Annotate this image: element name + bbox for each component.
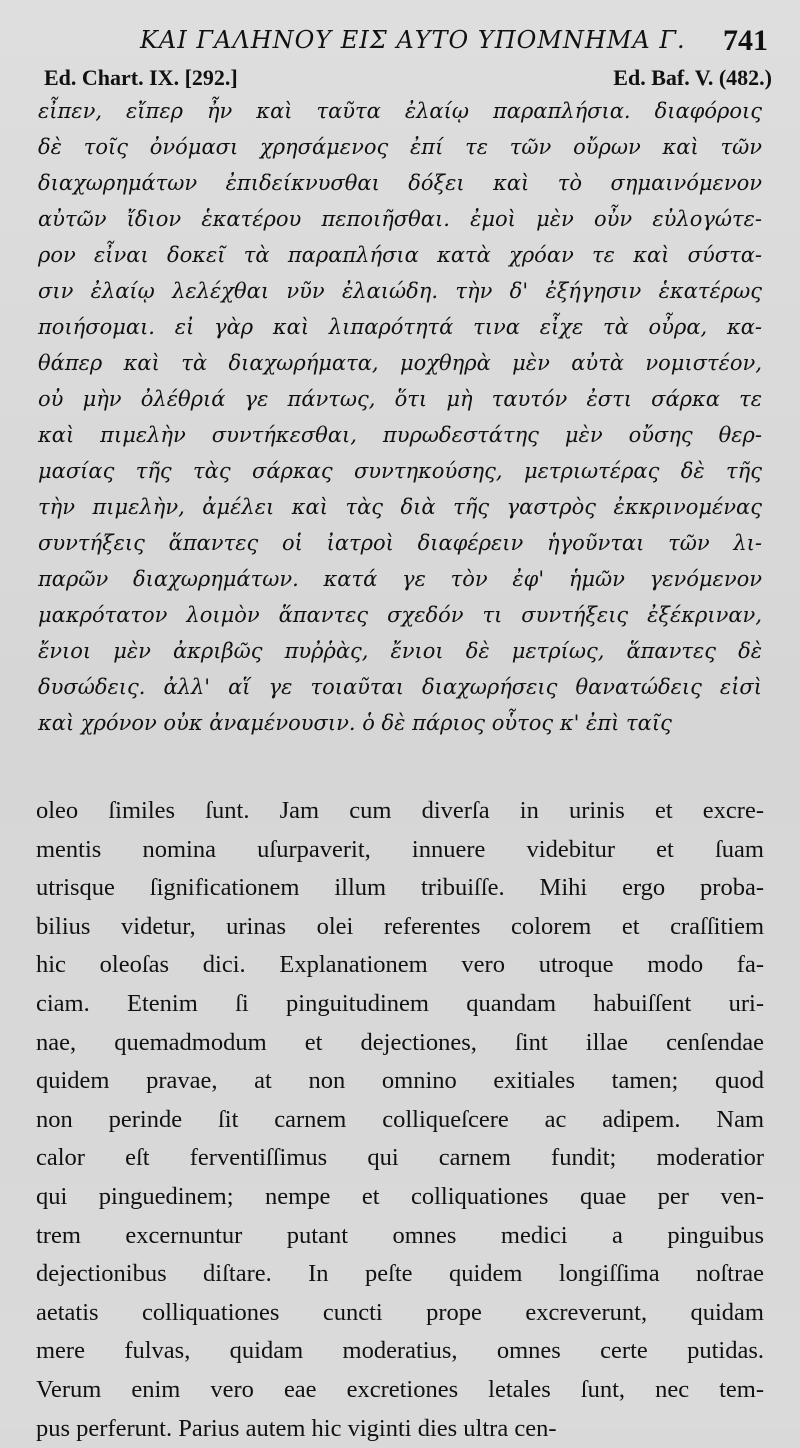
latin-text-line: pus perferunt. Parius autem hic viginti dies ultra cen- xyxy=(36,1410,764,1448)
latin-text-block xyxy=(36,792,764,1448)
greek-text-line: παρῶν διαχωρημάτων. κατά γε τὸν ἐφ' ἡμῶν γενόμενον xyxy=(38,561,762,597)
latin-text-line: mere fulvas, quidam moderatius, omnes certe putidas. xyxy=(36,1332,764,1371)
greek-text-line: διαχωρημάτων ἐπιδείκνυσθαι δόξει καὶ τὸ σημαινόμενον xyxy=(38,165,762,201)
running-head xyxy=(0,26,800,60)
greek-text-line: θάπερ καὶ τὰ διαχωρήματα, μοχθηρὰ μὲν αὐτὰ νομιστέον, xyxy=(38,345,762,381)
latin-text-line: bilius videtur, urinas olei referentes colorem et craſſitiem xyxy=(36,908,764,947)
latin-text-line: quidem pravae, at non omnino exitiales tamen; quod xyxy=(36,1062,764,1101)
latin-text-line: utrisque ſignificationem illum tribuiſſe. Mihi ergo proba- xyxy=(36,869,764,908)
greek-text-line: μασίας τῆς τὰς σάρκας συντηκούσης, μετριωτέρας δὲ τῆς xyxy=(38,453,762,489)
latin-text-line: non perinde ſit carnem colliqueſcere ac adipem. Nam xyxy=(36,1101,764,1140)
greek-text-line: δὲ τοῖς ὀνόμασι χρησάμενος ἐπί τε τῶν οὔρων καὶ τῶν xyxy=(38,129,762,165)
greek-text-line: συντήξεις ἅπαντες οἱ ἰατροὶ διαφέρειν ἡγοῦνται τῶν λι- xyxy=(38,525,762,561)
greek-text-line: καὶ χρόνον οὐκ ἀναμένουσιν. ὁ δὲ πάριος οὗτος κ' ἐπὶ ταῖς xyxy=(38,705,762,741)
latin-text-line: nae, quemadmodum et dejectiones, ſint illae cenſendae xyxy=(36,1024,764,1063)
greek-text-line: αὐτῶν ἴδιον ἑκατέρου πεποιῆσθαι. ἐμοὶ μὲν οὖν εὐλογώτε- xyxy=(38,201,762,237)
edition-basel: Ed. Baf. V. (482.) xyxy=(613,65,772,91)
greek-text-line: ἔνιοι μὲν ἀκριβῶς πυῤῥὰς, ἔνιοι δὲ μετρίως, ἅπαντες δὲ xyxy=(38,633,762,669)
greek-text-line: ρον εἶναι δοκεῖ τὰ παραπλήσια κατὰ χρόαν τε καὶ σύστα- xyxy=(38,237,762,273)
greek-text-line: δυσώδεις. ἀλλ' αἵ γε τοιαῦται διαχωρήσεις θανατώδεις εἰσὶ xyxy=(38,669,762,705)
latin-text-line: qui pinguedinem; nempe et colliquationes quae per ven- xyxy=(36,1178,764,1217)
greek-text-block xyxy=(38,93,762,741)
latin-text-line: trem excernuntur putant omnes medici a pinguibus xyxy=(36,1217,764,1256)
edition-references xyxy=(44,65,772,91)
latin-text-line: aetatis colliquationes cuncti prope excreverunt, quidam xyxy=(36,1294,764,1333)
latin-text-line: ciam. Etenim ſi pinguitudinem quandam habuiſſent uri- xyxy=(36,985,764,1024)
greek-text-line: σιν ἐλαίῳ λελέχθαι νῦν ἐλαιώδη. τὴν δ' ἐξήγησιν ἑκατέρως xyxy=(38,273,762,309)
latin-text-line: mentis nomina uſurpaverit, innuere videbitur et ſuam xyxy=(36,831,764,870)
latin-text-line: calor eſt ferventiſſimus qui carnem fundit; moderatior xyxy=(36,1139,764,1178)
latin-text-line: Verum enim vero eae excretiones letales ſunt, nec tem- xyxy=(36,1371,764,1410)
greek-text-line: μακρότατον λοιμὸν ἅπαντες σχεδόν τι συντήξεις ἐξέκριναν, xyxy=(38,597,762,633)
latin-text-line: dejectionibus diſtare. In peſte quidem longiſſima noſtrae xyxy=(36,1255,764,1294)
latin-text-line: oleo ſimiles ſunt. Jam cum diverſa in urinis et excre- xyxy=(36,792,764,831)
running-head-title: ΚΑΙ ΓΑΛΗΝΟΥ ΕΙΣ ΑΥΤΟ ΥΠΟΜΝΗΜΑ Γ. xyxy=(140,26,686,54)
greek-text-line: καὶ πιμελὴν συντήκεσθαι, πυρωδεστάτης μὲν οὔσης θερ- xyxy=(38,417,762,453)
greek-text-line: εἶπεν, εἴπερ ἦν καὶ ταῦτα ἐλαίῳ παραπλήσια. διαφόροις xyxy=(38,93,762,129)
greek-text-line: οὐ μὴν ὀλέθριά γε πάντως, ὅτι μὴ ταυτόν ἐστι σάρκα τε xyxy=(38,381,762,417)
greek-text-line: ποιήσομαι. εἰ γὰρ καὶ λιπαρότητά τινα εἶχε τὰ οὖρα, κα- xyxy=(38,309,762,345)
greek-text-line: τὴν πιμελὴν, ἀμέλει καὶ τὰς διὰ τῆς γαστρὸς ἐκκρινομένας xyxy=(38,489,762,525)
latin-text-line: hic oleoſas dici. Explanationem vero utroque modo fa- xyxy=(36,946,764,985)
edition-chartier: Ed. Chart. IX. [292.] xyxy=(44,65,238,91)
page-number: 741 xyxy=(723,24,768,58)
